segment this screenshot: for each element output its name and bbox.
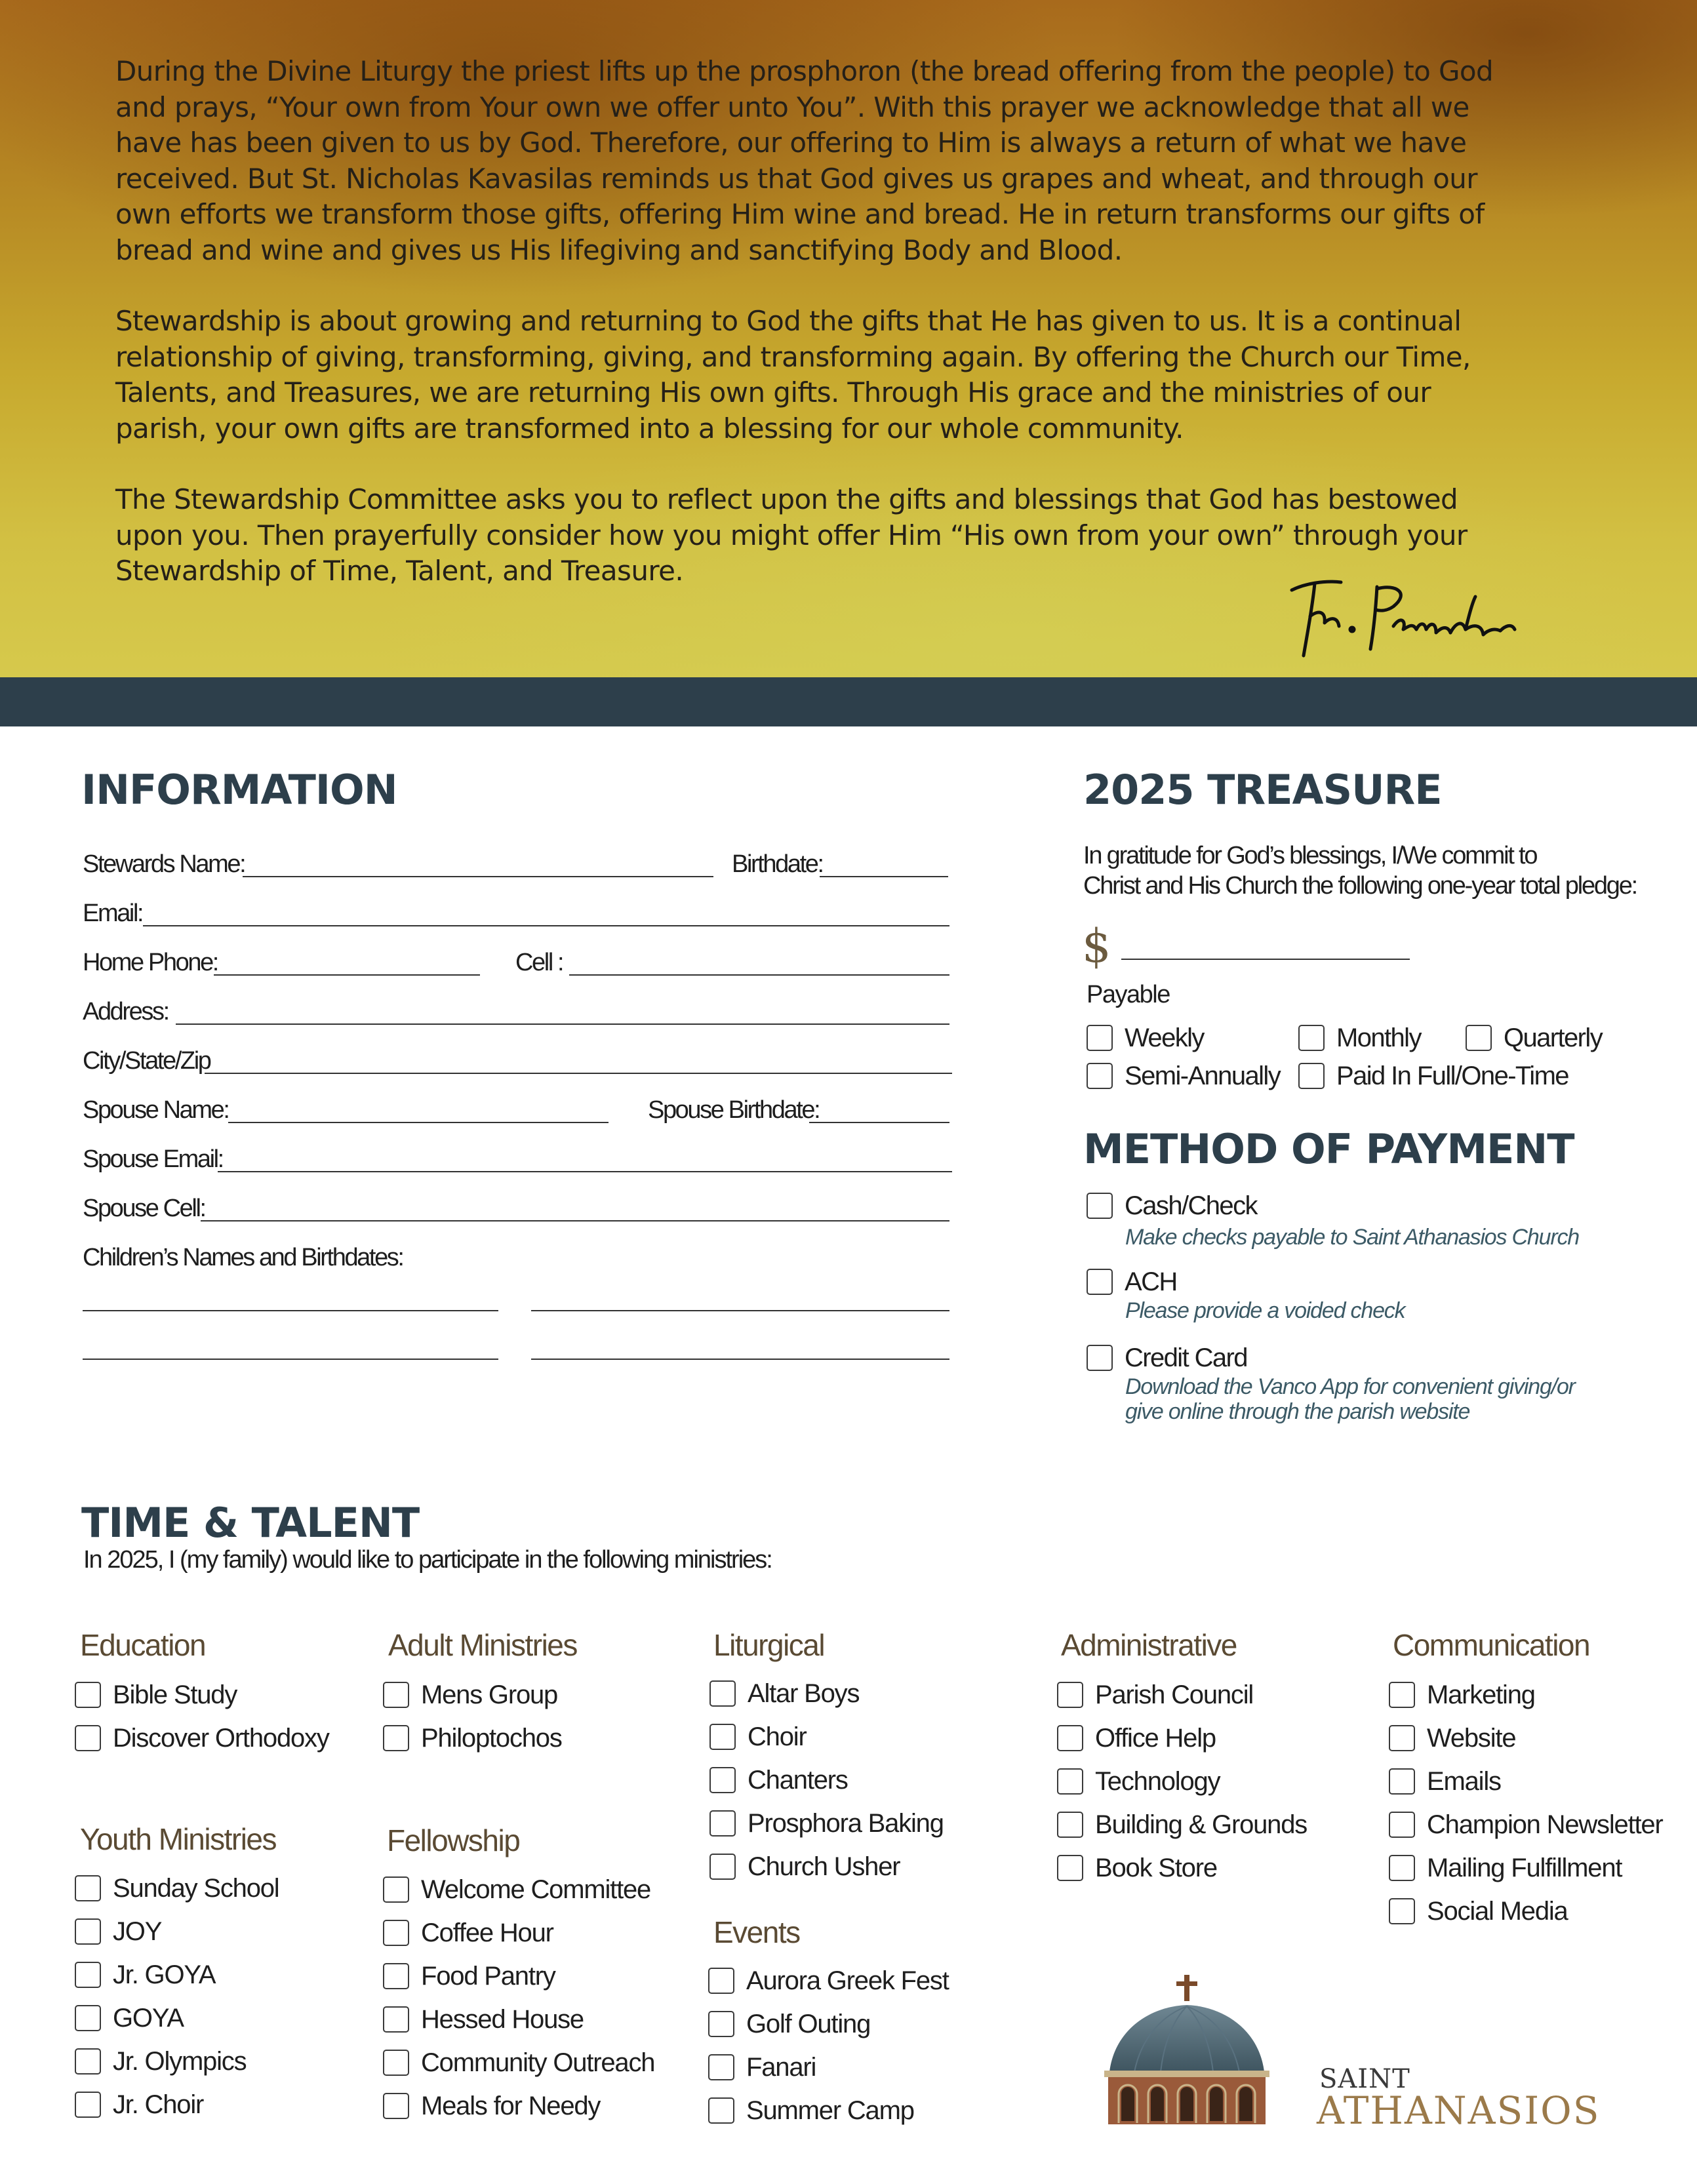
altar-boys-label: Altar Boys — [748, 1678, 860, 1708]
category-liturgical: Liturgical — [713, 1628, 825, 1662]
ach-option[interactable] — [1087, 1265, 1177, 1298]
mens-group-checkbox[interactable] — [383, 1682, 409, 1708]
child-field-1[interactable] — [83, 1310, 498, 1311]
bible-study-label: Bible Study — [113, 1680, 237, 1709]
golf-outing-checkbox[interactable] — [708, 2011, 734, 2037]
discover-orthodoxy-label: Discover Orthodoxy — [113, 1723, 329, 1753]
priest-signature — [1279, 564, 1528, 669]
ministry-mailing-fulfillment[interactable] — [1389, 1852, 1622, 1884]
parish-council-label: Parish Council — [1095, 1680, 1254, 1709]
social-media-label: Social Media — [1427, 1896, 1568, 1926]
joy-label: JOY — [113, 1916, 162, 1946]
chanters-checkbox[interactable] — [709, 1767, 736, 1793]
sunday-school-label: Sunday School — [113, 1873, 279, 1903]
phone-row — [83, 944, 955, 983]
event-fanari[interactable] — [708, 2051, 816, 2084]
spouse-cell-field[interactable] — [201, 1220, 949, 1221]
ministry-prosphora-baking[interactable] — [709, 1807, 944, 1840]
discover-orthodoxy-checkbox[interactable] — [75, 1725, 101, 1751]
email-label: Email: — [83, 900, 143, 927]
children-label: Children’s Names and Birthdates: — [83, 1244, 403, 1271]
category-adult-ministries: Adult Ministries — [388, 1628, 577, 1662]
jr-choir-checkbox[interactable] — [75, 2092, 101, 2118]
fanari-checkbox[interactable] — [708, 2054, 734, 2080]
treasure-intro-line-1: In gratitude for God’s blessings, I/We commit to — [1083, 842, 1537, 869]
altar-boys-checkbox[interactable] — [709, 1680, 736, 1707]
coffee-hour-label: Coffee Hour — [421, 1918, 553, 1947]
event-golf-outing[interactable] — [708, 2008, 870, 2040]
stewards-name-row — [83, 846, 955, 885]
jr-olympics-label: Jr. Olympics — [113, 2046, 247, 2076]
marketing-label: Marketing — [1427, 1680, 1535, 1709]
payable-label: Payable — [1087, 981, 1170, 1008]
technology-label: Technology — [1095, 1766, 1220, 1796]
stewards-name-label: Stewards Name: — [83, 850, 245, 878]
treasure-intro-line-2: Christ and His Church the following one-year total pledge: — [1083, 872, 1637, 900]
building-grounds-checkbox[interactable] — [1057, 1812, 1083, 1838]
ministry-marketing[interactable] — [1389, 1678, 1535, 1711]
address-row — [83, 993, 955, 1033]
email-field[interactable] — [143, 925, 949, 926]
paid-in-full-label: Paid In Full/One-Time — [1336, 1061, 1568, 1090]
category-communication: Communication — [1393, 1628, 1590, 1662]
fanari-label: Fanari — [746, 2052, 816, 2082]
weekly-checkbox[interactable] — [1087, 1025, 1113, 1051]
ministry-choir[interactable] — [709, 1720, 807, 1753]
church-dome-icon — [1095, 1974, 1279, 2128]
ministry-welcome-committee[interactable] — [383, 1873, 650, 1906]
monthly-label: Monthly — [1336, 1023, 1421, 1052]
ministry-jr-olympics[interactable] — [75, 2045, 246, 2078]
category-youth-ministries: Youth Ministries — [80, 1822, 277, 1856]
book-store-label: Book Store — [1095, 1853, 1217, 1882]
church-usher-checkbox[interactable] — [709, 1854, 736, 1880]
jr-olympics-checkbox[interactable] — [75, 2048, 101, 2075]
ministry-building-grounds[interactable] — [1057, 1808, 1307, 1841]
ministry-coffee-hour[interactable] — [383, 1916, 553, 1949]
emails-checkbox[interactable] — [1389, 1768, 1415, 1795]
letter-header-background — [0, 0, 1697, 677]
mailing-fulfillment-checkbox[interactable] — [1389, 1855, 1415, 1881]
ministry-office-help[interactable] — [1057, 1722, 1216, 1755]
time-talent-title: TIME & TALENT — [81, 1499, 420, 1547]
letter-paragraph-1: During the Divine Liturgy the priest lifts up the prosphoron (the bread offering from the people) to God and prays, “Your own from Your own we offer unto You”. With this prayer we acknowledge that all we have has been given to us by God. Therefore, our offering to Him is always a return of what we have received. But St. Nicholas Kavasilas reminds us that God gives us grapes and wheat, and through our own efforts we transform those gifts, offering Him wine and bread. He in return transforms our gifts of bread and wine and gives us His lifegiving and sanctifying Body and Blood. — [115, 55, 1494, 266]
weekly-label: Weekly — [1125, 1023, 1204, 1052]
marketing-checkbox[interactable] — [1389, 1682, 1415, 1708]
cash-check-option[interactable] — [1087, 1189, 1257, 1222]
jr-goya-checkbox[interactable] — [75, 1962, 101, 1988]
summer-camp-label: Summer Camp — [746, 2095, 914, 2125]
information-title: INFORMATION — [81, 766, 397, 814]
cash-check-checkbox[interactable] — [1087, 1193, 1113, 1219]
quarterly-option[interactable] — [1466, 1022, 1602, 1054]
children-row — [83, 1239, 955, 1279]
cash-check-label: Cash/Check — [1125, 1191, 1257, 1220]
ach-label: ACH — [1125, 1267, 1177, 1296]
chanters-label: Chanters — [748, 1765, 848, 1795]
letter-text — [115, 54, 1506, 625]
jr-goya-label: Jr. GOYA — [113, 1960, 216, 1989]
ministry-discover-orthodoxy[interactable] — [75, 1722, 329, 1755]
jr-choir-label: Jr. Choir — [113, 2090, 204, 2119]
prosphora-baking-label: Prosphora Baking — [748, 1808, 944, 1838]
website-label: Website — [1427, 1723, 1516, 1753]
aurora-greek-fest-checkbox[interactable] — [708, 1968, 734, 1994]
ministry-social-media[interactable] — [1389, 1895, 1568, 1928]
paid-in-full-checkbox[interactable] — [1298, 1063, 1325, 1089]
category-fellowship: Fellowship — [387, 1823, 520, 1857]
spouse-cell-label: Spouse Cell: — [83, 1195, 205, 1222]
ministry-book-store[interactable] — [1057, 1852, 1217, 1884]
community-outreach-label: Community Outreach — [421, 2048, 655, 2077]
email-row — [83, 895, 955, 934]
mens-group-label: Mens Group — [421, 1680, 558, 1709]
emails-label: Emails — [1427, 1766, 1501, 1796]
champion-newsletter-label: Champion Newsletter — [1427, 1810, 1663, 1839]
spouse-birthdate-label: Spouse Birthdate: — [648, 1096, 820, 1124]
paid-in-full-option[interactable] — [1298, 1060, 1568, 1092]
goya-checkbox[interactable] — [75, 2005, 101, 2031]
golf-outing-label: Golf Outing — [746, 2009, 871, 2038]
parish-council-checkbox[interactable] — [1057, 1682, 1083, 1708]
ach-checkbox[interactable] — [1087, 1269, 1113, 1295]
credit-card-note-line-2: give online through the parish website — [1125, 1399, 1470, 1424]
currency-symbol: $ — [1082, 919, 1111, 973]
bible-study-checkbox[interactable] — [75, 1682, 101, 1708]
choir-label: Choir — [748, 1722, 807, 1751]
coffee-hour-checkbox[interactable] — [383, 1920, 409, 1946]
child-field-3[interactable] — [83, 1359, 498, 1360]
welcome-committee-label: Welcome Committee — [421, 1875, 651, 1904]
home-phone-field[interactable] — [214, 974, 480, 976]
food-pantry-label: Food Pantry — [421, 1961, 555, 1991]
ministry-goya[interactable] — [75, 2002, 184, 2035]
spouse-email-label: Spouse Email: — [83, 1145, 223, 1173]
semi-annually-checkbox[interactable] — [1087, 1063, 1113, 1089]
church-usher-label: Church Usher — [748, 1852, 900, 1881]
office-help-checkbox[interactable] — [1057, 1725, 1083, 1751]
philoptochos-label: Philoptochos — [421, 1723, 562, 1753]
spouse-name-row — [83, 1092, 955, 1131]
spouse-name-label: Spouse Name: — [83, 1096, 229, 1124]
credit-card-option[interactable] — [1087, 1341, 1247, 1374]
ministry-jr-choir[interactable] — [75, 2088, 203, 2121]
ministry-chanters[interactable] — [709, 1764, 848, 1797]
ministry-technology[interactable] — [1057, 1765, 1220, 1798]
technology-checkbox[interactable] — [1057, 1768, 1083, 1795]
pledge-amount-field[interactable] — [1121, 959, 1410, 960]
ministry-hessed-house[interactable] — [383, 2003, 584, 2036]
aurora-greek-fest-label: Aurora Greek Fest — [746, 1966, 949, 1995]
ministry-champion-newsletter[interactable] — [1389, 1808, 1663, 1841]
ministry-joy[interactable] — [75, 1915, 161, 1948]
category-education: Education — [80, 1628, 206, 1662]
child-field-2[interactable] — [531, 1310, 949, 1311]
ministry-community-outreach[interactable] — [383, 2046, 654, 2079]
ministry-food-pantry[interactable] — [383, 1960, 555, 1993]
champion-newsletter-checkbox[interactable] — [1389, 1812, 1415, 1838]
choir-checkbox[interactable] — [709, 1724, 736, 1750]
quarterly-checkbox[interactable] — [1466, 1025, 1492, 1051]
letter-paragraph-2: Stewardship is about growing and returning to God the gifts that He has given to us. It is a continual relationship of giving, transforming, giving, and transforming again. By offering the Church our Time, Talents, and Treasures, we are returning His own gifts. Through His grace and the ministries of our parish, your own gifts are transformed into a blessing for our whole community. — [115, 305, 1471, 445]
credit-card-note-line-1: Download the Vanco App for convenient giving/or — [1125, 1374, 1575, 1399]
spouse-cell-row — [83, 1190, 955, 1229]
ministry-altar-boys[interactable] — [709, 1677, 859, 1710]
monthly-option[interactable] — [1298, 1022, 1421, 1054]
treasure-title: 2025 TREASURE — [1083, 766, 1442, 814]
city-state-zip-row — [83, 1042, 955, 1082]
community-outreach-checkbox[interactable] — [383, 2050, 409, 2076]
ach-note: Please provide a voided check — [1125, 1298, 1405, 1323]
hessed-house-label: Hessed House — [421, 2004, 584, 2034]
address-field[interactable] — [176, 1023, 949, 1025]
summer-camp-checkbox[interactable] — [708, 2097, 734, 2124]
sunday-school-checkbox[interactable] — [75, 1875, 101, 1901]
event-summer-camp[interactable] — [708, 2094, 914, 2127]
semi-annually-label: Semi-Annually — [1125, 1061, 1281, 1090]
event-aurora-greek-fest[interactable] — [708, 1964, 949, 1997]
hessed-house-checkbox[interactable] — [383, 2006, 409, 2033]
ministry-mens-group[interactable] — [383, 1678, 557, 1711]
prosphora-baking-checkbox[interactable] — [709, 1810, 736, 1837]
treasure-intro — [1083, 841, 1673, 901]
ministry-parish-council[interactable] — [1057, 1678, 1253, 1711]
book-store-checkbox[interactable] — [1057, 1855, 1083, 1881]
food-pantry-checkbox[interactable] — [383, 1963, 409, 1989]
monthly-checkbox[interactable] — [1298, 1025, 1325, 1051]
mailing-fulfillment-label: Mailing Fulfillment — [1427, 1853, 1622, 1882]
credit-card-checkbox[interactable] — [1087, 1345, 1113, 1371]
weekly-option[interactable] — [1087, 1022, 1204, 1054]
spouse-email-row — [83, 1141, 955, 1180]
social-media-checkbox[interactable] — [1389, 1898, 1415, 1924]
address-label: Address: — [83, 998, 169, 1025]
spouse-birthdate-field[interactable] — [809, 1122, 949, 1123]
quarterly-label: Quarterly — [1504, 1023, 1603, 1052]
birthdate-label: Birthdate: — [732, 850, 823, 878]
office-help-label: Office Help — [1095, 1723, 1216, 1753]
payment-title: METHOD OF PAYMENT — [1083, 1125, 1574, 1173]
welcome-committee-checkbox[interactable] — [383, 1876, 409, 1903]
cell-field[interactable] — [569, 974, 949, 976]
ministry-meals-for-needy[interactable] — [383, 2090, 600, 2122]
cash-check-note: Make checks payable to Saint Athanasios Church — [1125, 1225, 1579, 1250]
ministry-emails[interactable] — [1389, 1765, 1501, 1798]
category-events: Events — [713, 1915, 800, 1949]
time-talent-intro: In 2025, I (my family) would like to participate in the following ministries: — [83, 1546, 772, 1574]
home-phone-label: Home Phone: — [83, 949, 218, 976]
website-checkbox[interactable] — [1389, 1725, 1415, 1751]
stewards-name-field[interactable] — [243, 876, 713, 877]
logo-athanasios-text: ATHANASIOS — [1317, 2088, 1601, 2133]
divider-band — [0, 677, 1697, 726]
credit-card-label: Credit Card — [1125, 1343, 1247, 1372]
category-administrative: Administrative — [1061, 1628, 1237, 1662]
city-state-zip-label: City/State/Zip — [83, 1047, 210, 1075]
logo-saint-text: SAINT — [1319, 2064, 1410, 2094]
joy-checkbox[interactable] — [75, 1918, 101, 1945]
meals-for-needy-checkbox[interactable] — [383, 2093, 409, 2119]
ministry-philoptochos[interactable] — [383, 1722, 562, 1755]
goya-label: GOYA — [113, 2003, 184, 2033]
birthdate-field[interactable] — [820, 876, 948, 877]
city-state-zip-field[interactable] — [205, 1073, 952, 1074]
ministry-bible-study[interactable] — [75, 1678, 237, 1711]
philoptochos-checkbox[interactable] — [383, 1725, 409, 1751]
ministry-church-usher[interactable] — [709, 1850, 900, 1883]
ministry-sunday-school[interactable] — [75, 1872, 279, 1905]
child-field-4[interactable] — [531, 1359, 949, 1360]
ministry-jr-goya[interactable] — [75, 1958, 215, 1991]
letter-paragraph-3: The Stewardship Committee asks you to reflect upon the gifts and blessings that God has bestowed upon you. Then prayerfully consider how you might offer Him “His own from your own” through your Stewardship of Time, Talent, and Treasure. — [115, 483, 1467, 587]
building-grounds-label: Building & Grounds — [1095, 1810, 1308, 1839]
spouse-name-field[interactable] — [228, 1122, 609, 1123]
semi-annually-option[interactable] — [1087, 1060, 1280, 1092]
ministry-website[interactable] — [1389, 1722, 1515, 1755]
spouse-email-field[interactable] — [218, 1171, 952, 1172]
cell-label: Cell : — [515, 949, 563, 976]
meals-for-needy-label: Meals for Needy — [421, 2091, 601, 2120]
